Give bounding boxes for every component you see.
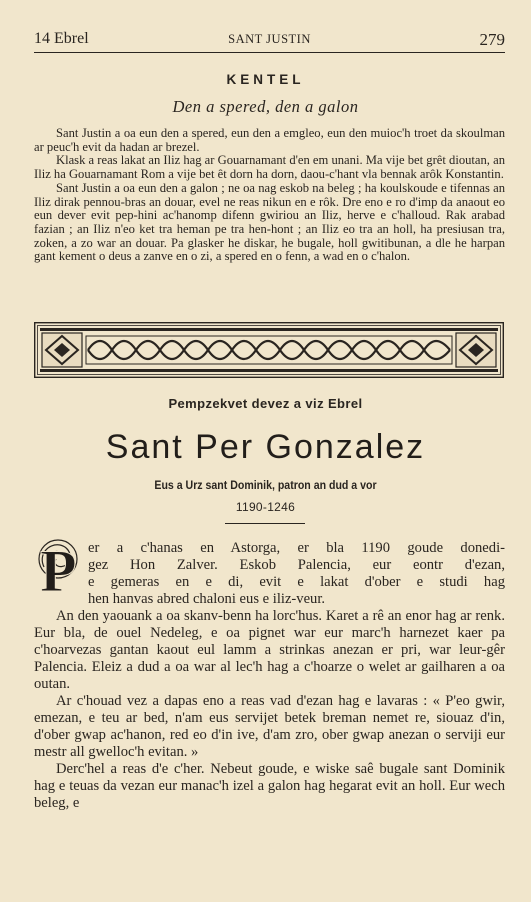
lesson-paragraph: Sant Justin a oa eun den a galon ; ne oa nag eskob na beleg ; ha koulskoude e tifennas an Iliz dirak pennou-bras an douar, evel ne reas nikun en e rôk. Dre eno e ro d'imp da anaout eo eun dever evit pep-hini ac'hanomp difenn gwiriou an Iliz, herve e c'halloud. Rak arabad fazian ; an Iliz n'eo ket tra heman pe tra hen-hont ; an Iliz eo tra an holl, ha presiusan tra, zoken, a zo war an douar. Pa glasker he diskar, he bugale, holl gwitibunan, a dle he harpan gant kement o deus a zanve en o zi, a spered en o fenn, a wad en o c'halon. [34,180,505,264]
lesson-title: KENTEL [226,72,305,87]
saint-years: 1190-1246 [235,500,296,514]
biography-paragraph: Derc'hel a reas d'e c'her. Nebeut goude, e wiske saê bugale sant Dominik hag e teuas da vezan eur manac'h izel a galon hag hegarat evit an holl. Eur wech beleg, e [34,761,505,811]
saint-name: Sant Per Gonzalez [105,428,426,466]
header-rule [34,52,505,53]
feast-date: Pempzekvet devez a viz Ebrel [168,396,363,411]
header-title: SANT JUSTIN [228,32,311,46]
corner-ornament-right [456,333,496,367]
header-date: 14 Ebrel [34,30,89,47]
corner-ornament-left [42,333,82,367]
intro-line: hen hanvas abred chaloni eus e iliz-veur. [88,591,326,607]
biography-text [34,608,505,812]
dropcap-letter: P [40,538,77,595]
intro-line: gez Hon Zalver. Eskob Palencia, eur eontr d'ezan, [88,557,505,573]
intro-line: e gemeras en e di, evit e lakat d'ober e studi hag [88,574,505,590]
lesson-text [34,127,505,264]
page-number: 279 [479,30,505,49]
biography-paragraph: An den yaouank a oa skanv-benn ha lorc'hus. Karet a rê an enor hag ar renk. Eur bla, de ouel Nedeleg, e oa pignet war eur marc'h harnezet kaer pa c'hoarvezas gantan kaout eul lamm a strinkas anezan er pri, war leur-gêr Palencia. Eleiz a dud a oa war al lec'h hag a c'hoarze o welet ar gailharen a oa outan. [34,608,505,692]
lesson-paragraph: Sant Justin a oa eun den a spered, eun den a emgleo, eun den muioc'h troet da skoulman ar peuc'h evit da hadan ar brezel. [34,126,505,154]
running-head [34,30,505,50]
biography-paragraph: Ar c'houad vez a dapas eno a reas vad d'ezan hag e lavaras : « P'eo gwir, emezan, e teu ar bed, n'am eus servijet betek breman nemet re, siouaz d'in, d'ober gwap ac'hanon, red eo d'in ive, d'am zro, ober gwap anezan o serviji eur mestr all gwelloc'h evitan. » [34,693,505,760]
ornamental-band [34,322,504,378]
divider-rule [225,523,305,524]
saint-description: Eus a Urz sant Dominik, patron an dud a vor [154,480,377,492]
decorated-dropcap [34,537,86,595]
lesson-subtitle: Den a spered, den a galon [172,97,359,116]
intro-line: er a c'hanas en Astorga, er bla 1190 goude donedi- [88,540,505,556]
lesson-paragraph: Klask a reas lakat an Iliz hag ar Gouarnamant d'en em unani. Ma vije bet grêt dioutan, an Iliz ha Gouarnamant Rom a vije bet êt dorn ha dorn, daou-c'hant vla bennak arôk Konstantin. [34,153,505,182]
